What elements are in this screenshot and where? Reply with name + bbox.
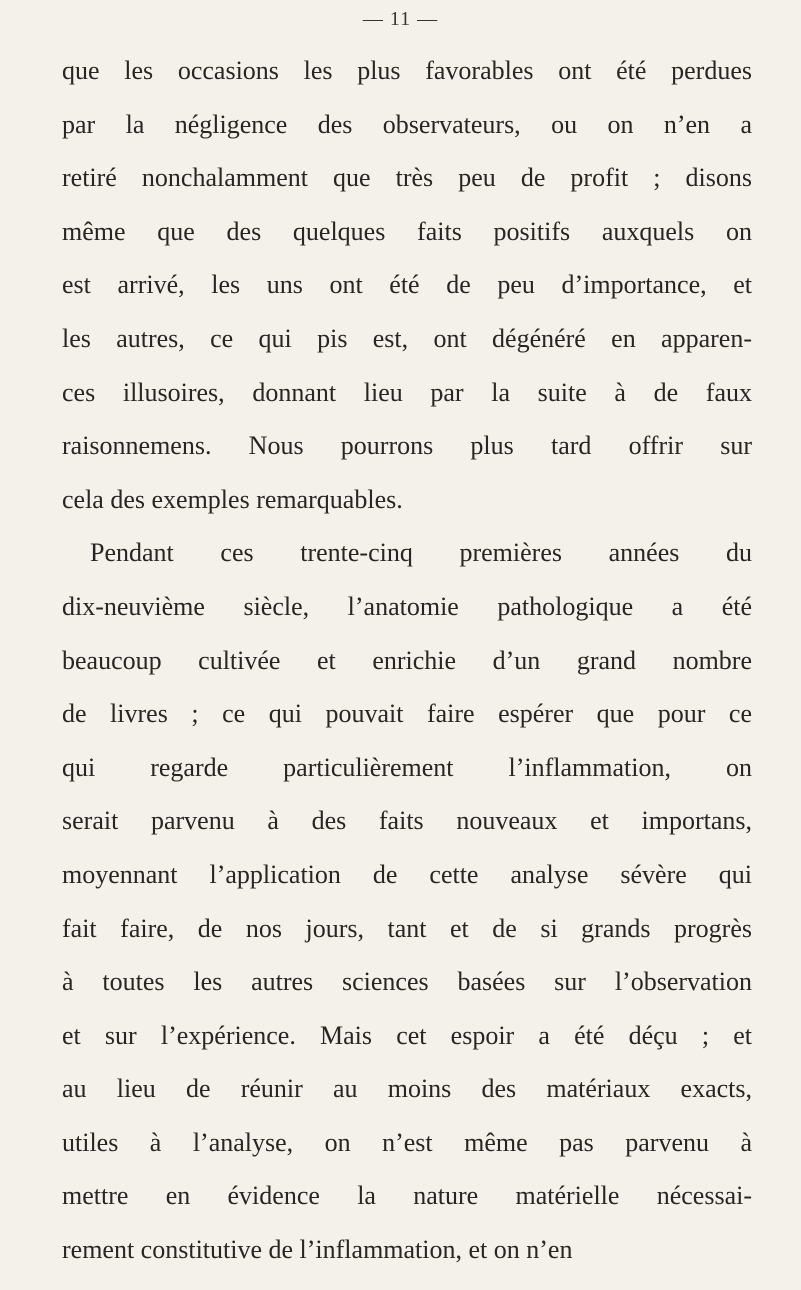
text-line: beaucoup cultivée et enrichie d’un grand nombre bbox=[62, 645, 752, 675]
text-line: dix-neuvième siècle, l’anatomie pathologique a été bbox=[62, 591, 752, 621]
text-line: raisonnemens. Nous pourrons plus tard offrir sur bbox=[62, 431, 752, 461]
text-line: utiles à l’analyse, on n’est même pas parvenu à bbox=[62, 1127, 752, 1157]
text-line: les autres, ce qui pis est, ont dégénéré en apparen- bbox=[62, 323, 752, 353]
text-line: serait parvenu à des faits nouveaux et importans, bbox=[62, 806, 752, 836]
text-line: qui regarde particulièrement l’inflammation, on bbox=[62, 752, 752, 782]
text-line: et sur l’expérience. Mais cet espoir a été déçu ; et bbox=[62, 1020, 752, 1050]
text-line: cela des exemples remarquables. bbox=[62, 484, 403, 514]
text-line: rement constitutive de l’inflammation, et on n’en bbox=[62, 1235, 573, 1265]
text-line: ces illusoires, donnant lieu par la suite à de faux bbox=[62, 377, 752, 407]
text-line: même que des quelques faits positifs auxquels on bbox=[62, 216, 752, 246]
page-number: — 11 — bbox=[362, 8, 439, 30]
text-line: retiré nonchalamment que très peu de profit ; disons bbox=[62, 163, 752, 193]
text-line: que les occasions les plus favorables ont été perdues bbox=[62, 56, 752, 85]
text-line: à toutes les autres sciences basées sur l’observation bbox=[62, 967, 752, 997]
text-line: fait faire, de nos jours, tant et de si grands progrès bbox=[62, 913, 752, 943]
text-line: mettre en évidence la nature matérielle nécessai- bbox=[62, 1181, 752, 1211]
body-text bbox=[62, 44, 752, 1277]
text-line: au lieu de réunir au moins des matériaux exacts, bbox=[62, 1074, 752, 1104]
text-line: par la négligence des observateurs, ou on n’en a bbox=[62, 109, 752, 139]
text-line: de livres ; ce qui pouvait faire espérer que pour ce bbox=[62, 699, 752, 729]
paragraph-start-line: Pendant ces trente-cinq premières années du bbox=[90, 538, 752, 568]
text-line: est arrivé, les uns ont été de peu d’importance, et bbox=[62, 270, 752, 300]
text-line: moyennant l’application de cette analyse sévère qui bbox=[62, 859, 752, 889]
